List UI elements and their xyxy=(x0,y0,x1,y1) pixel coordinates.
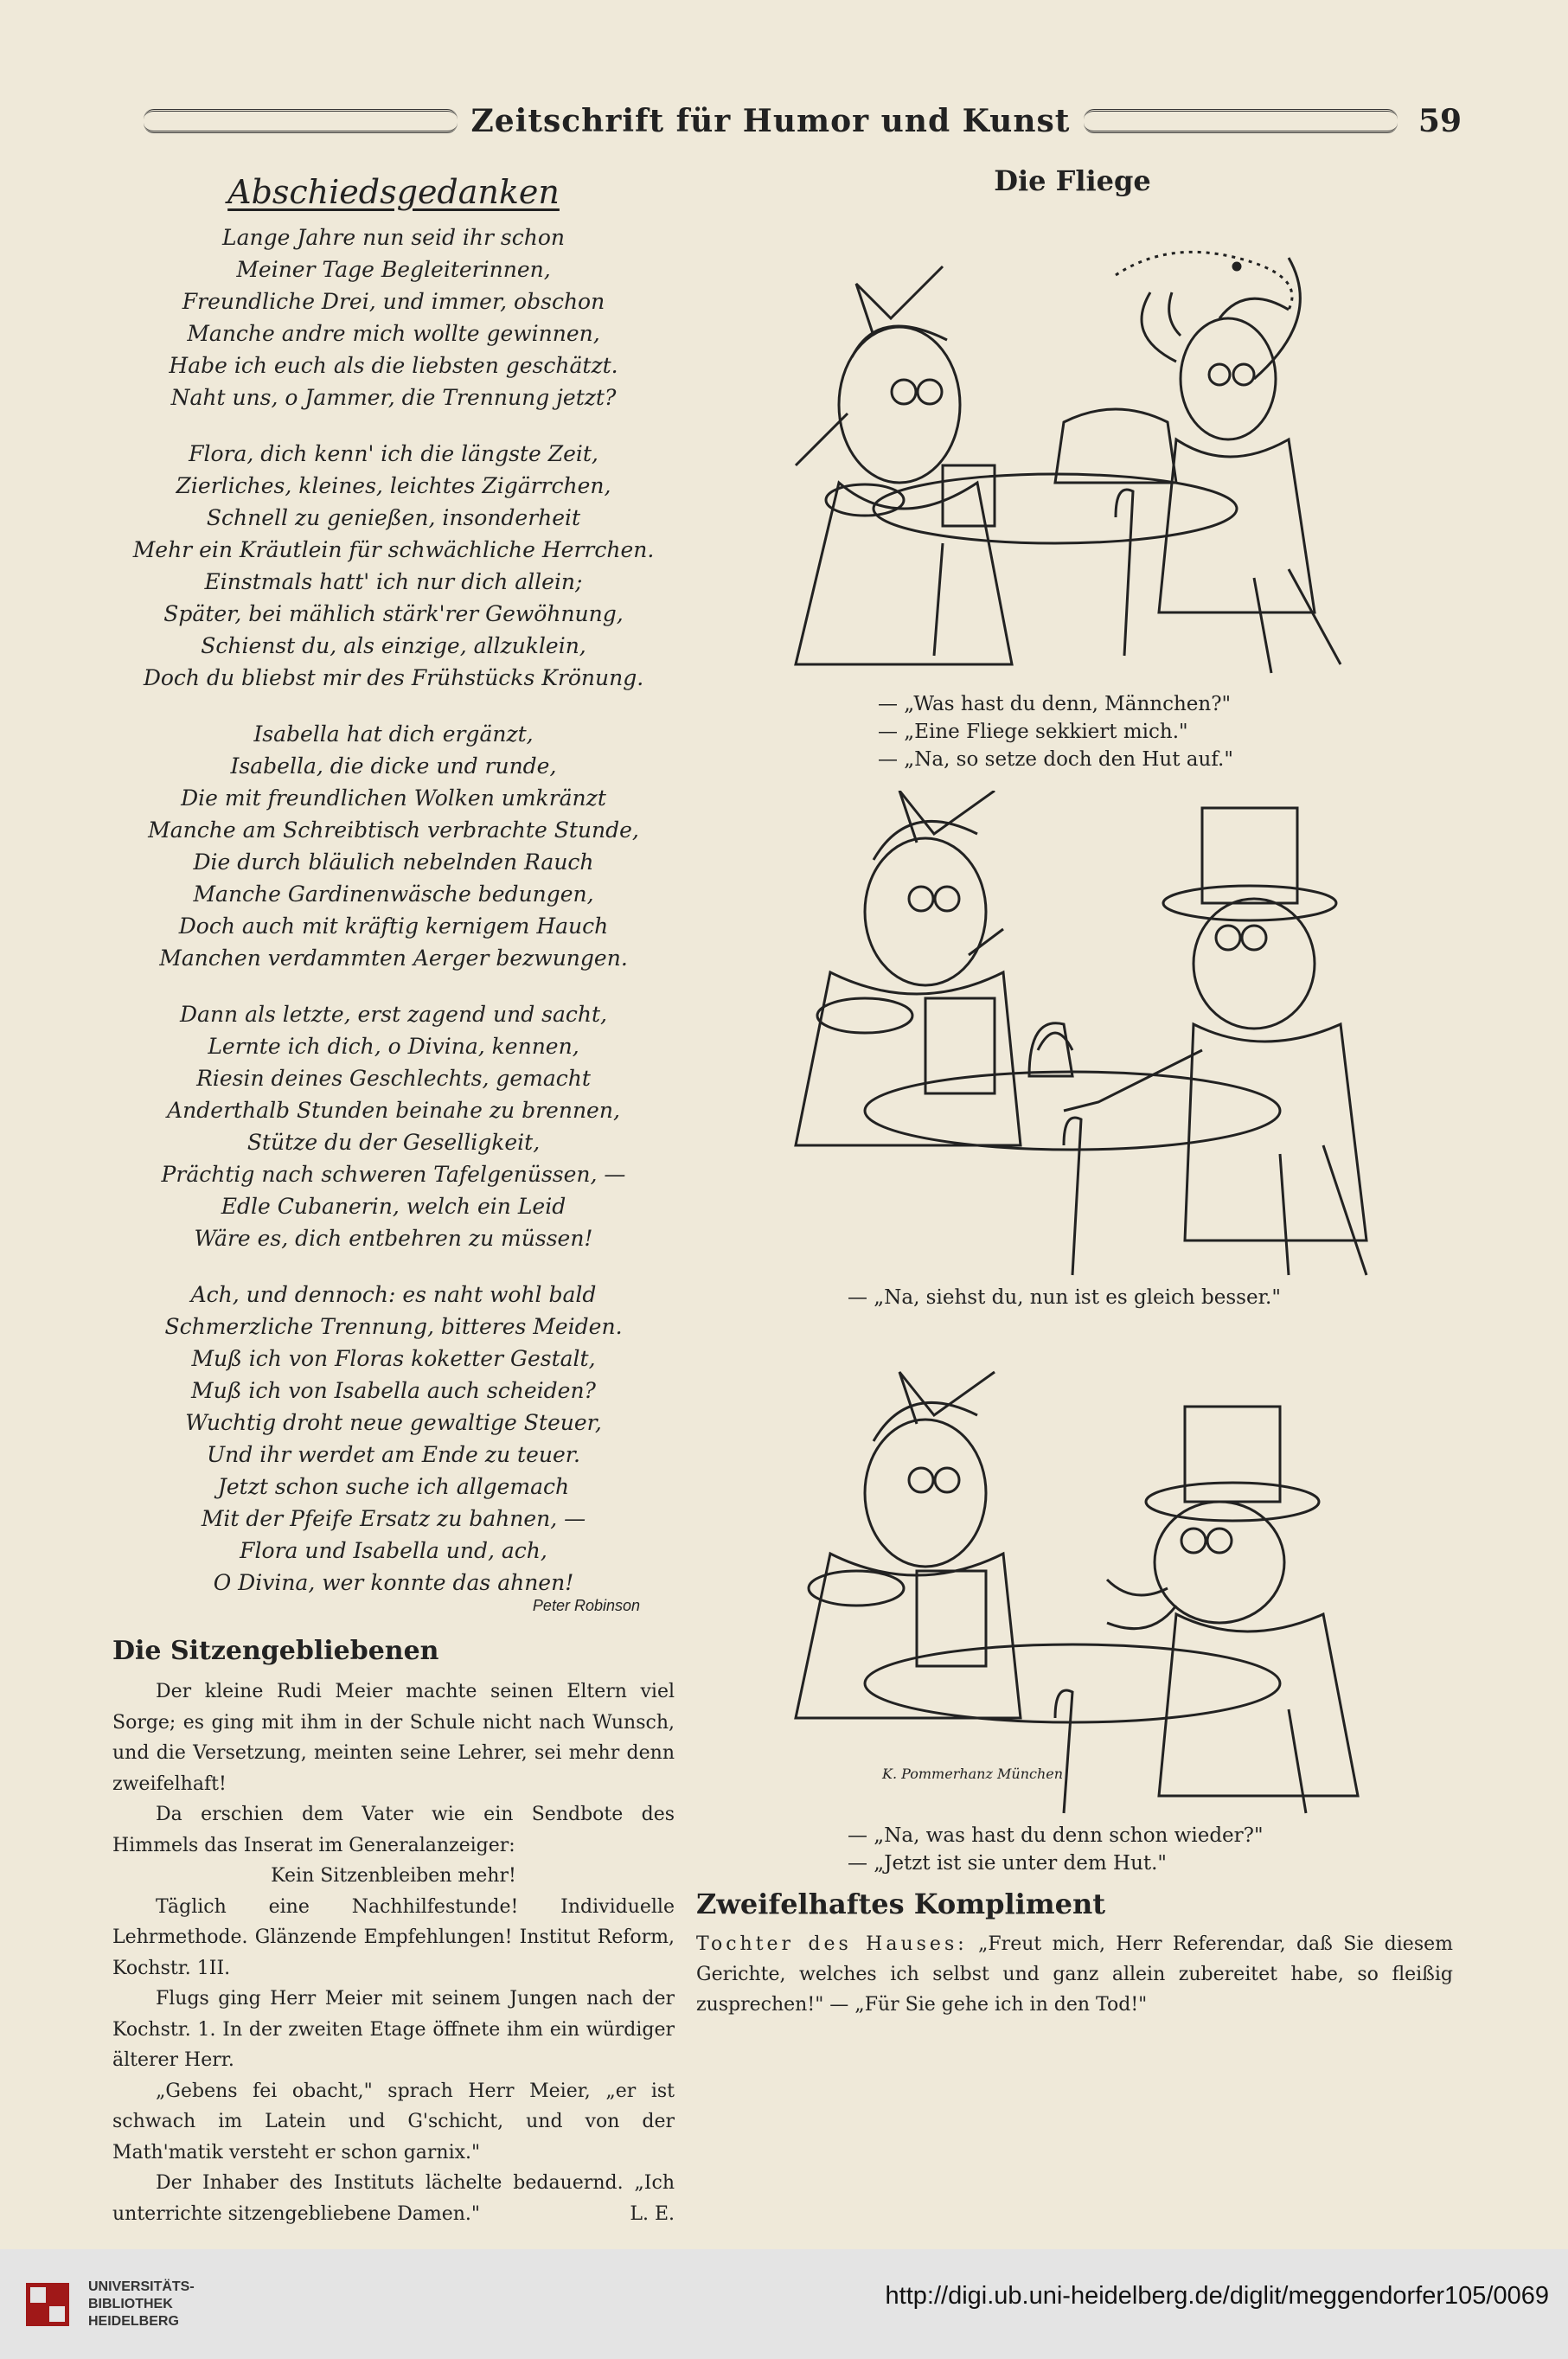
verse-line: Schienst du, als einzige, allzuklein, xyxy=(201,633,586,658)
poem-author: Peter Robinson xyxy=(532,1597,640,1614)
caption-line: — „Was hast du denn, Männchen?" xyxy=(878,693,1232,715)
story-signature: L. E. xyxy=(630,2202,675,2225)
verse-line: Schmerzliche Trennung, bitteres Meiden. xyxy=(164,1314,623,1339)
poem-stanza xyxy=(112,221,675,413)
verse-line: Manche am Schreibtisch verbrachte Stunde, xyxy=(148,817,639,843)
anecdote-text xyxy=(696,1929,1453,2020)
cartoon-panel-1 xyxy=(770,206,1375,690)
story-paragraph: Der kleine Rudi Meier machte seinen Eltern viel Sorge; es ging mit ihm in der Schule nicht nach Wunsch, und die Versetzung, meinten seine Lehrer, sei mehr denn zweifelhaft! xyxy=(112,1681,675,1795)
poem-stanza xyxy=(112,718,675,974)
verse-line: Wäre es, dich entbehren zu müssen! xyxy=(194,1226,593,1251)
verse-line: Wuchtig droht neue gewaltige Steuer, xyxy=(185,1410,602,1435)
story-paragraph: Kein Sitzenbleiben mehr! xyxy=(271,1865,516,1887)
verse-line: Riesin deines Geschlechts, gemacht xyxy=(196,1066,591,1091)
verse-line: Später, bei mählich stärk'rer Gewöhnung, xyxy=(163,601,624,626)
artist-signature: K. Pommerhanz München xyxy=(882,1766,1064,1782)
anecdote-speaker: Tochter des Hauses: xyxy=(696,1933,968,1955)
right-column xyxy=(692,164,1453,2020)
verse-line: Habe ich euch als die liebsten geschätzt. xyxy=(169,353,618,378)
verse-line: Lange Jahre nun seid ihr schon xyxy=(222,225,565,250)
anecdote-body: „Freut mich, Herr Referendar, daß Sie diesem Gerichte, welches ich selbst und ganz allein zubereitet habe, so fleißig zusprechen!" — „Für Sie gehe ich in den Tod!" xyxy=(696,1933,1453,2016)
poem-stanza xyxy=(112,438,675,694)
header-ornament-right xyxy=(1084,109,1398,133)
cartoon-panel-3 xyxy=(770,1337,1375,1822)
verse-line: Muß ich von Floras koketter Gestalt, xyxy=(191,1346,596,1371)
verse-line: Muß ich von Isabella auch scheiden? xyxy=(191,1378,596,1403)
verse-line: Flora und Isabella und, ach, xyxy=(240,1538,547,1563)
anecdote-title: Zweifelhaftes Kompliment xyxy=(696,1888,1106,1920)
verse-line: Stütze du der Geselligkeit, xyxy=(246,1130,541,1155)
library-name-line: UNIVERSITÄTS- xyxy=(88,2279,195,2294)
verse-line: Meiner Tage Begleiterinnen, xyxy=(236,257,551,282)
verse-line: Die durch bläulich nebelnden Rauch xyxy=(193,849,594,875)
verse-line: Manche andre mich wollte gewinnen, xyxy=(187,321,600,346)
story-paragraph: Flugs ging Herr Meier mit seinem Jungen nach der Kochstr. 1. In der zweiten Etage öffnete ihm ein würdiger älterer Herr. xyxy=(112,1988,675,2071)
verse-line: Edle Cubanerin, welch ein Leid xyxy=(221,1194,566,1219)
verse-line: Die mit freundlichen Wolken umkränzt xyxy=(181,785,606,811)
poem-stanza xyxy=(112,998,675,1254)
verse-line: Doch auch mit kräftig kernigem Hauch xyxy=(178,913,609,939)
story-paragraph: Täglich eine Nachhilfestunde! Individuelle Lehrmethode. Glänzende Empfehlungen! Institut Reform, Kochstr. 1II. xyxy=(112,1895,675,1979)
story-paragraph-text: Der Inhaber des Instituts lächelte bedauernd. „Ich unterrichte sitzengebliebene Damen." xyxy=(112,2172,675,2225)
poem-title: Abschiedsgedanken xyxy=(227,173,560,211)
verse-line: Jetzt schon suche ich allgemach xyxy=(217,1474,570,1499)
story-paragraph: Da erschien dem Vater wie ein Sendbote des Himmels das Inserat im Generalanzeiger: xyxy=(112,1804,675,1856)
story-title: Die Sitzengebliebenen xyxy=(112,1636,439,1666)
library-name-line: HEIDELBERG xyxy=(88,2313,179,2329)
page-number: 59 xyxy=(1418,103,1462,139)
permalink-url[interactable]: http://digi.ub.uni-heidelberg.de/diglit/meggendorfer105/0069 xyxy=(885,2282,1549,2310)
library-name xyxy=(88,2279,195,2330)
university-library-logo xyxy=(17,2274,78,2335)
verse-line: Manche Gardinenwäsche bedungen, xyxy=(193,881,594,907)
verse-line: Zierliches, kleines, leichtes Zigärrchen, xyxy=(176,473,611,498)
verse-line: Schnell zu genießen, insonderheit xyxy=(206,505,581,530)
verse-line: O Divina, wer konnte das ahnen! xyxy=(213,1570,574,1595)
verse-line: Isabella hat dich ergänzt, xyxy=(253,721,534,747)
caption-line: — „Na, siehst du, nun ist es gleich besser." xyxy=(848,1286,1281,1309)
verse-line: Naht uns, o Jammer, die Trennung jetzt? xyxy=(170,385,617,410)
cartoon-panel-2 xyxy=(770,791,1375,1284)
verse-line: Freundliche Drei, und immer, obschon xyxy=(182,289,605,314)
poem-stanza xyxy=(112,1279,675,1599)
cartoon-title: Die Fliege xyxy=(994,164,1151,197)
verse-line: Mit der Pfeife Ersatz zu bahnen, — xyxy=(201,1506,586,1531)
journal-title: Zeitschrift für Humor und Kunst xyxy=(470,103,1071,139)
verse-line: Mehr ein Kräutlein für schwächliche Herrchen. xyxy=(132,537,655,562)
caption-line: — „Na, was hast du denn schon wieder?" xyxy=(848,1824,1264,1847)
verse-line: Einstmals hatt' ich nur dich allein; xyxy=(204,569,583,594)
story-paragraph xyxy=(112,2168,675,2229)
left-column xyxy=(112,164,675,2229)
verse-line: Anderthalb Stunden beinahe zu brennen, xyxy=(167,1098,620,1123)
caption-line: — „Jetzt ist sie unter dem Hut." xyxy=(848,1852,1168,1875)
viewer-footer xyxy=(0,2249,1568,2359)
verse-line: Lernte ich dich, o Divina, kennen, xyxy=(208,1034,579,1059)
story-paragraph: „Gebens fei obacht," sprach Herr Meier, „er ist schwach im Latein und G'schicht, und von der Math'matik versteht er schon garnix." xyxy=(112,2080,675,2163)
verse-line: Flora, dich kenn' ich die längste Zeit, xyxy=(189,441,598,466)
caption-line: — „Na, so setze doch den Hut auf." xyxy=(878,748,1233,771)
running-header xyxy=(130,95,1462,147)
verse-line: Isabella, die dicke und runde, xyxy=(230,753,557,779)
library-name-line: BIBLIOTHEK xyxy=(88,2296,173,2311)
header-ornament-left xyxy=(144,109,458,133)
verse-line: Dann als letzte, erst zagend und sacht, xyxy=(180,1002,607,1027)
verse-line: Ach, und dennoch: es naht wohl bald xyxy=(190,1282,597,1307)
verse-line: Prächtig nach schweren Tafelgenüssen, — xyxy=(161,1162,626,1187)
verse-line: Und ihr werdet am Ende zu teuer. xyxy=(207,1442,580,1467)
caption-line: — „Eine Fliege sekkiert mich." xyxy=(878,721,1188,743)
verse-line: Manchen verdammten Aerger bezwungen. xyxy=(159,946,628,971)
verse-line: Doch du bliebst mir des Frühstücks Krönung. xyxy=(143,665,644,690)
